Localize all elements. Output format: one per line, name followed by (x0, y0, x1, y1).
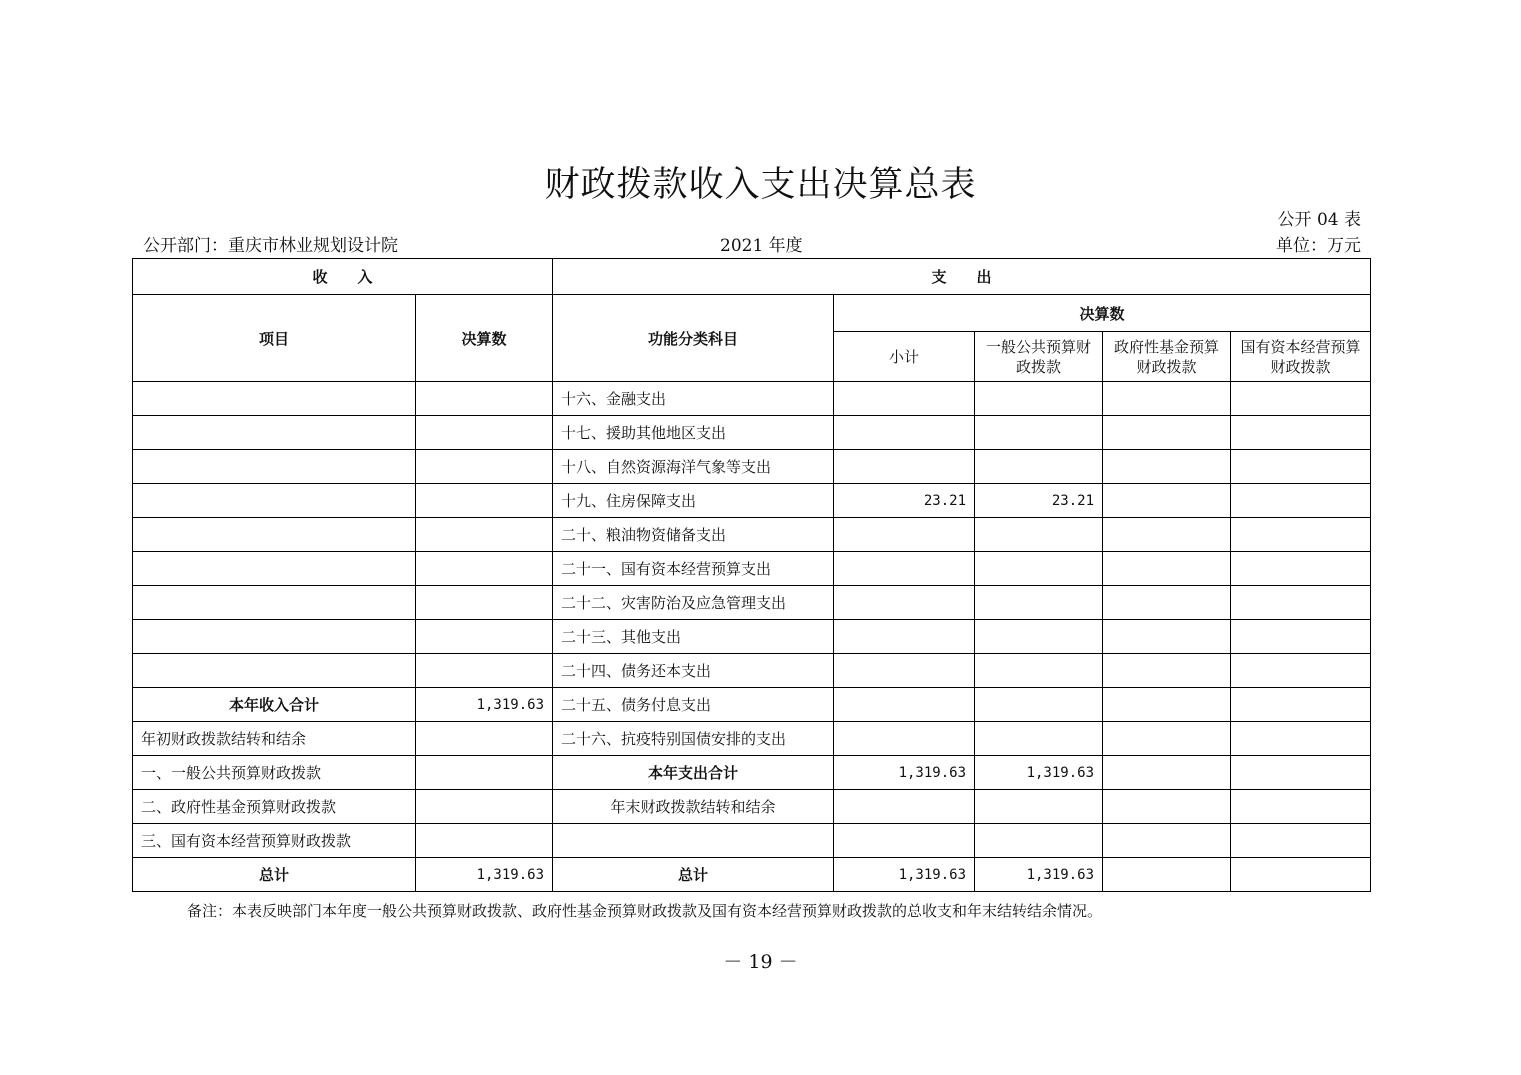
income-amount-cell (416, 450, 553, 484)
expense-item-cell: 二十五、债务付息支出 (553, 688, 834, 722)
income-amount-cell (416, 824, 553, 858)
department-label: 公开部门：重庆市林业规划设计院 (143, 236, 398, 256)
amount-header: 决算数 (416, 295, 553, 382)
gov-fund-cell (1103, 586, 1231, 620)
income-amount-cell (416, 518, 553, 552)
form-code: 公开 04 表 (1277, 210, 1361, 230)
income-item-cell: 二、政府性基金预算财政拨款 (133, 790, 416, 824)
footnote: 备注：本表反映部门本年度一般公共预算财政拨款、政府性基金预算财政拨款及国有资本经营预算财政拨款的总收支和年末结转结余情况。 (187, 902, 1103, 920)
item-header: 项目 (133, 295, 416, 382)
table-row (133, 688, 1371, 722)
income-item-cell (133, 416, 416, 450)
income-item-cell (133, 586, 416, 620)
gov-fund-cell (1103, 654, 1231, 688)
table-row (133, 450, 1371, 484)
table-row (133, 416, 1371, 450)
expense-header: 支 出 (553, 259, 1371, 295)
state-capital-cell (1231, 654, 1371, 688)
gov-fund-cell (1103, 824, 1231, 858)
gov-fund-cell (1103, 756, 1231, 790)
income-item-cell (133, 382, 416, 416)
income-amount-cell (416, 382, 553, 416)
table-row (133, 484, 1371, 518)
page-title: 财政拨款收入支出决算总表 (544, 165, 977, 205)
expense-item-cell: 二十六、抗疫特别国债安排的支出 (553, 722, 834, 756)
page-number: － 19 － (723, 951, 798, 973)
state-capital-cell (1231, 586, 1371, 620)
general-budget-header: 一般公共预算财政拨款 (975, 332, 1103, 382)
gov-fund-cell (1103, 416, 1231, 450)
income-item-cell (133, 518, 416, 552)
state-capital-cell (1231, 858, 1371, 892)
table-row (133, 552, 1371, 586)
subtotal-cell (834, 722, 975, 756)
subtotal-cell: 1,319.63 (834, 756, 975, 790)
subtotal-cell (834, 790, 975, 824)
state-capital-cell (1231, 756, 1371, 790)
expense-item-cell: 二十二、灾害防治及应急管理支出 (553, 586, 834, 620)
gov-fund-cell (1103, 484, 1231, 518)
general-budget-cell (975, 518, 1103, 552)
subtotal-cell (834, 450, 975, 484)
state-capital-cell (1231, 484, 1371, 518)
gov-fund-cell (1103, 722, 1231, 756)
state-capital-cell (1231, 450, 1371, 484)
expense-item-cell: 十九、住房保障支出 (553, 484, 834, 518)
subtotal-cell (834, 654, 975, 688)
general-budget-cell (975, 654, 1103, 688)
subtotal-cell: 1,319.63 (834, 858, 975, 892)
gov-fund-cell (1103, 552, 1231, 586)
expense-item-cell: 二十、粮油物资储备支出 (553, 518, 834, 552)
table-body (133, 382, 1371, 892)
income-item-cell: 总计 (133, 858, 416, 892)
income-amount-cell (416, 552, 553, 586)
general-budget-cell (975, 450, 1103, 484)
subtotal-cell (834, 552, 975, 586)
state-capital-cell (1231, 552, 1371, 586)
income-amount-cell (416, 586, 553, 620)
general-budget-cell: 1,319.63 (975, 756, 1103, 790)
income-amount-cell (416, 722, 553, 756)
expense-item-cell: 本年支出合计 (553, 756, 834, 790)
general-budget-cell (975, 620, 1103, 654)
expense-item-cell: 总计 (553, 858, 834, 892)
gov-fund-cell (1103, 858, 1231, 892)
gov-fund-cell (1103, 688, 1231, 722)
state-capital-cell (1231, 620, 1371, 654)
gov-fund-header: 政府性基金预算财政拨款 (1103, 332, 1231, 382)
gov-fund-cell (1103, 620, 1231, 654)
general-budget-cell (975, 416, 1103, 450)
expense-item-cell (553, 824, 834, 858)
expense-item-cell: 二十三、其他支出 (553, 620, 834, 654)
gov-fund-cell (1103, 790, 1231, 824)
year-label: 2021 年度 (720, 236, 803, 256)
subtotal-cell (834, 416, 975, 450)
income-amount-cell: 1,319.63 (416, 688, 553, 722)
gov-fund-cell (1103, 382, 1231, 416)
subtotal-header: 小计 (834, 332, 975, 382)
general-budget-cell (975, 688, 1103, 722)
income-item-cell (133, 484, 416, 518)
final-header: 决算数 (834, 295, 1371, 332)
expense-item-cell: 十七、援助其他地区支出 (553, 416, 834, 450)
gov-fund-cell (1103, 518, 1231, 552)
table-row (133, 586, 1371, 620)
gov-fund-cell (1103, 450, 1231, 484)
subtotal-cell (834, 688, 975, 722)
income-item-cell (133, 654, 416, 688)
income-item-cell: 本年收入合计 (133, 688, 416, 722)
state-capital-cell (1231, 688, 1371, 722)
expense-item-cell: 二十四、债务还本支出 (553, 654, 834, 688)
expense-item-cell: 二十一、国有资本经营预算支出 (553, 552, 834, 586)
func-class-header: 功能分类科目 (553, 295, 834, 382)
income-amount-cell (416, 484, 553, 518)
state-capital-cell (1231, 518, 1371, 552)
income-amount-cell (416, 756, 553, 790)
income-amount-cell: 1,319.63 (416, 858, 553, 892)
subtotal-cell (834, 586, 975, 620)
general-budget-cell (975, 790, 1103, 824)
subtotal-cell (834, 824, 975, 858)
table-row (133, 518, 1371, 552)
income-item-cell (133, 450, 416, 484)
income-amount-cell (416, 416, 553, 450)
table-row (133, 654, 1371, 688)
table-row (133, 382, 1371, 416)
income-amount-cell (416, 790, 553, 824)
general-budget-cell (975, 382, 1103, 416)
income-header: 收 入 (133, 259, 553, 295)
table-row (133, 858, 1371, 892)
state-capital-cell (1231, 824, 1371, 858)
subtotal-cell: 23.21 (834, 484, 975, 518)
income-item-cell (133, 620, 416, 654)
state-capital-cell (1231, 790, 1371, 824)
general-budget-cell: 1,319.63 (975, 858, 1103, 892)
subtotal-cell (834, 518, 975, 552)
unit-label: 单位：万元 (1276, 236, 1361, 256)
state-capital-cell (1231, 382, 1371, 416)
subtotal-cell (834, 382, 975, 416)
income-item-cell: 年初财政拨款结转和结余 (133, 722, 416, 756)
general-budget-cell (975, 552, 1103, 586)
expense-item-cell: 十六、金融支出 (553, 382, 834, 416)
table-row (133, 756, 1371, 790)
income-amount-cell (416, 620, 553, 654)
general-budget-cell (975, 824, 1103, 858)
general-budget-cell (975, 586, 1103, 620)
table-row (133, 824, 1371, 858)
expense-item-cell: 十八、自然资源海洋气象等支出 (553, 450, 834, 484)
state-capital-cell (1231, 416, 1371, 450)
table-row (133, 790, 1371, 824)
table-row (133, 722, 1371, 756)
table-row (133, 620, 1371, 654)
state-capital-cell (1231, 722, 1371, 756)
budget-table (132, 258, 1371, 892)
subtotal-cell (834, 620, 975, 654)
income-item-cell: 三、国有资本经营预算财政拨款 (133, 824, 416, 858)
income-item-cell: 一、一般公共预算财政拨款 (133, 756, 416, 790)
expense-item-cell: 年末财政拨款结转和结余 (553, 790, 834, 824)
general-budget-cell (975, 722, 1103, 756)
income-item-cell (133, 552, 416, 586)
general-budget-cell: 23.21 (975, 484, 1103, 518)
income-amount-cell (416, 654, 553, 688)
state-capital-header: 国有资本经营预算财政拨款 (1231, 332, 1371, 382)
